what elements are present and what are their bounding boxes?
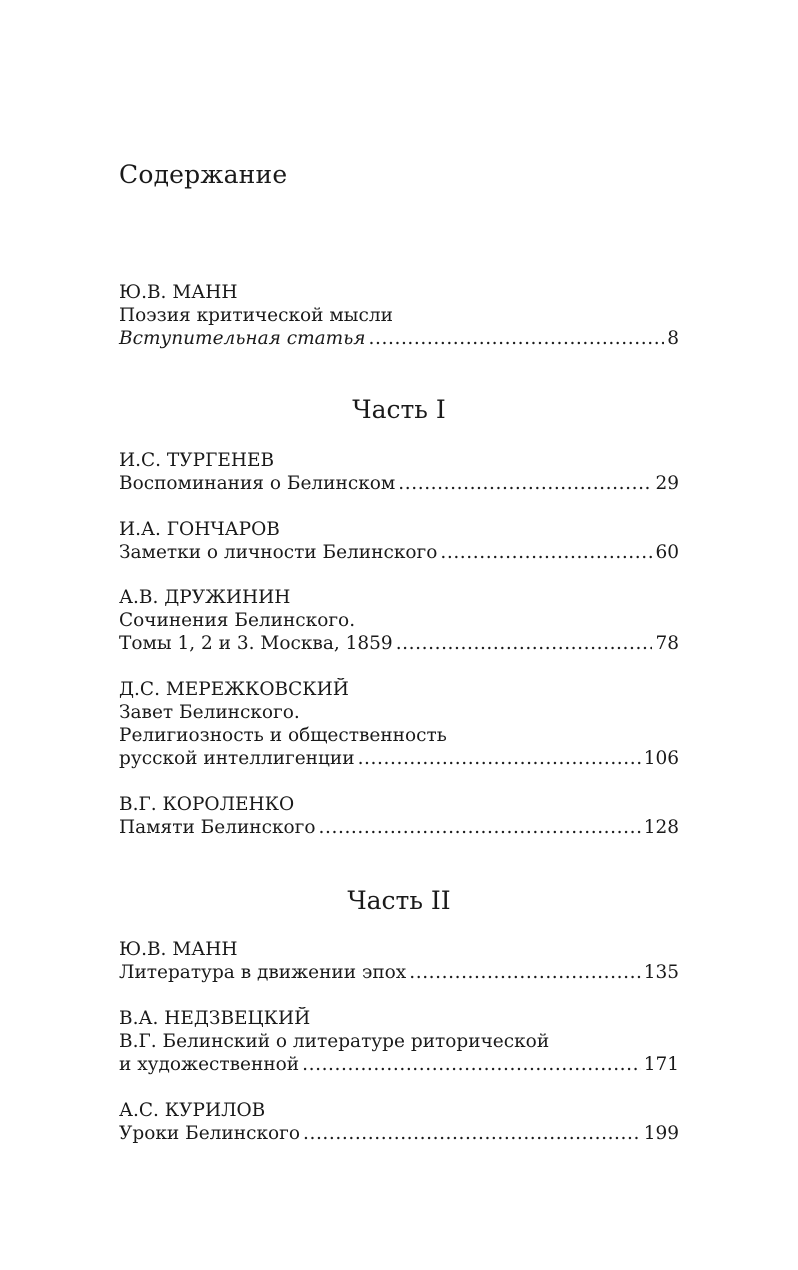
entry-author: В.Г. КОРОЛЕНКО bbox=[119, 794, 295, 815]
entry-author: И.С. ТУРГЕНЕВ bbox=[119, 450, 275, 471]
toc-entry bbox=[119, 793, 679, 839]
dot-leader bbox=[398, 472, 652, 495]
toc-entry bbox=[119, 586, 679, 655]
toc-entry bbox=[119, 938, 679, 984]
dot-leader bbox=[319, 816, 641, 839]
entry-title: и художественной bbox=[119, 1054, 300, 1075]
entry-leader-line[interactable] bbox=[119, 1053, 679, 1076]
entry-title: Литература в движении эпох bbox=[119, 962, 407, 983]
dot-leader bbox=[409, 961, 640, 984]
dot-leader bbox=[396, 632, 653, 655]
part-heading: Часть II bbox=[347, 886, 451, 915]
entry-title: Заметки о личности Белинского bbox=[119, 542, 438, 563]
toc-title: Содержание bbox=[119, 160, 288, 189]
page-number: 29 bbox=[655, 473, 679, 494]
dot-leader bbox=[440, 541, 652, 564]
part-heading: Часть I bbox=[352, 395, 446, 424]
entry-author: И.А. ГОНЧАРОВ bbox=[119, 519, 280, 540]
entry-leader-line[interactable] bbox=[119, 1122, 679, 1145]
entry-title: Памяти Белинского bbox=[119, 817, 316, 838]
page-number: 128 bbox=[643, 817, 679, 838]
page-number: 106 bbox=[643, 748, 679, 769]
entry-title: Томы 1, 2 и 3. Москва, 1859 bbox=[119, 633, 393, 654]
page-number: 8 bbox=[667, 328, 679, 349]
entry-author: А.С. КУРИЛОВ bbox=[119, 1100, 266, 1121]
page-number: 78 bbox=[655, 633, 679, 654]
entry-author: А.В. ДРУЖИНИН bbox=[119, 587, 291, 608]
entry-title-line: В.Г. Белинский о литературе риторической bbox=[119, 1031, 550, 1052]
entry-title-line: Завет Белинского. bbox=[119, 702, 300, 723]
dot-leader bbox=[369, 327, 665, 350]
entry-author: Ю.В. МАНН bbox=[119, 939, 238, 960]
entry-leader-line[interactable] bbox=[119, 747, 679, 770]
toc-entry bbox=[119, 1099, 679, 1145]
entry-leader-line[interactable] bbox=[119, 541, 679, 564]
toc-entry bbox=[119, 449, 679, 495]
entry-subtitle: Вступительная статья bbox=[119, 328, 366, 349]
toc-entry bbox=[119, 678, 679, 770]
dot-leader bbox=[302, 1053, 641, 1076]
page-number: 199 bbox=[643, 1123, 679, 1144]
entry-title: Воспоминания о Белинском bbox=[119, 473, 396, 494]
entry-title: русской интеллигенции bbox=[119, 748, 355, 769]
dot-leader bbox=[303, 1122, 641, 1145]
toc-entry-intro bbox=[119, 281, 679, 350]
page-number: 171 bbox=[643, 1054, 679, 1075]
entry-author: В.А. НЕДЗВЕЦКИЙ bbox=[119, 1008, 311, 1029]
entry-title-line: Поэзия критической мысли bbox=[119, 305, 393, 326]
dot-leader bbox=[358, 747, 641, 770]
toc-entry bbox=[119, 1007, 679, 1076]
toc-entry bbox=[119, 518, 679, 564]
entry-title: Уроки Белинского bbox=[119, 1123, 300, 1144]
entry-leader-line[interactable] bbox=[119, 472, 679, 495]
entry-leader-line[interactable] bbox=[119, 632, 679, 655]
entry-leader-line[interactable] bbox=[119, 327, 679, 350]
page-number: 60 bbox=[655, 542, 679, 563]
entry-leader-line[interactable] bbox=[119, 961, 679, 984]
page-number: 135 bbox=[643, 962, 679, 983]
entry-author: Д.С. МЕРЕЖКОВСКИЙ bbox=[119, 679, 349, 700]
entry-leader-line[interactable] bbox=[119, 816, 679, 839]
entry-title-line: Религиозность и общественность bbox=[119, 725, 447, 746]
entry-author: Ю.В. МАНН bbox=[119, 282, 238, 303]
entry-title-line: Сочинения Белинского. bbox=[119, 610, 356, 631]
